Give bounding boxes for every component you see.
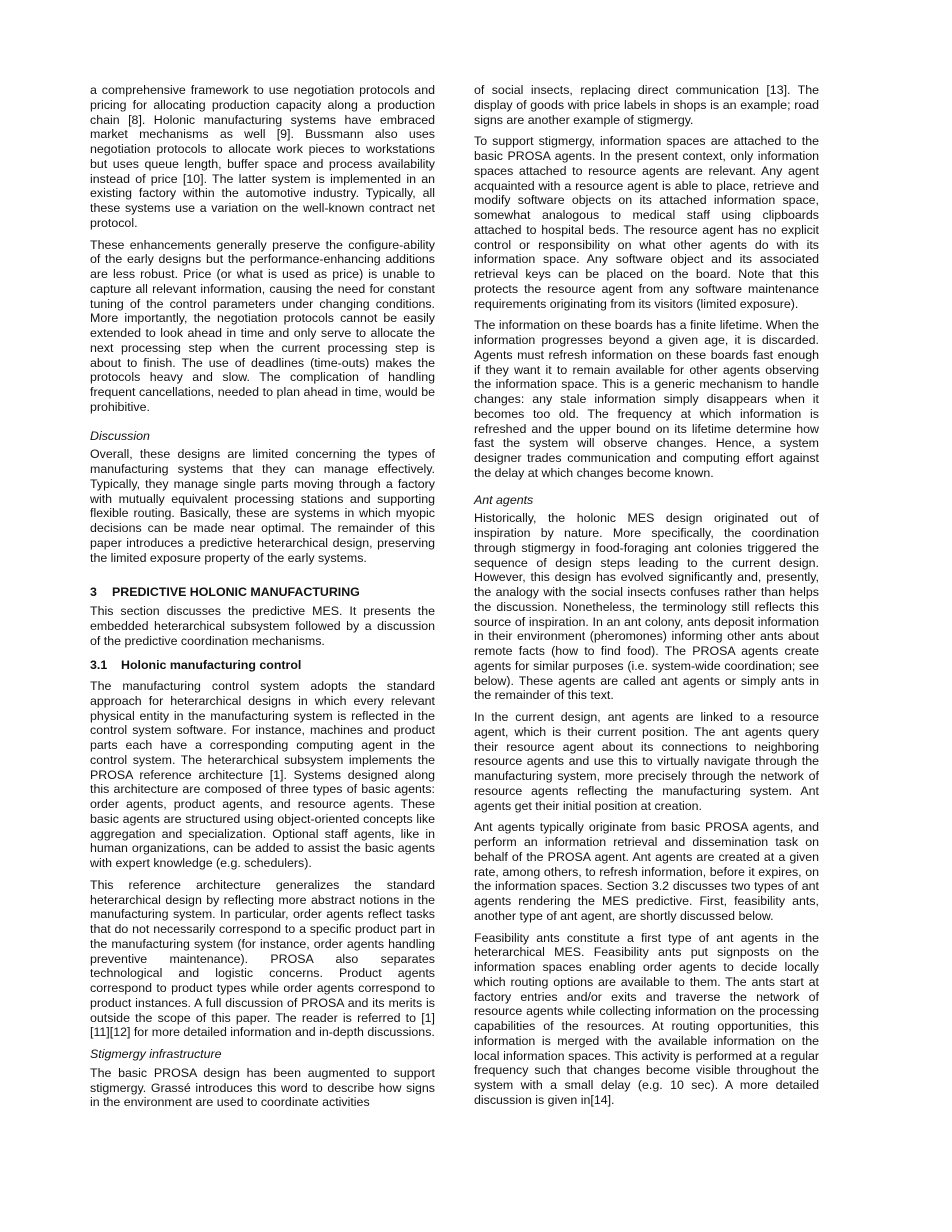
- body-paragraph: This section discusses the predictive MES. It presents the embedded heterarchical subsystem followed by a discussion of the predictive coordination mechanisms.: [90, 604, 435, 648]
- body-paragraph: Feasibility ants constitute a first type of ant agents in the heterarchical MES. Feasibility ants put signposts on the information spaces enabling order agents to decide locally which routing options are available to them. The ants start at factory entries and/or exits and traverse the network of resource agents while collecting information on the processing capabilities of the resources. At routing opportunities, this information is merged with the available information on the local information spaces. This activity is performed at a regular frequency such that changes become visible throughout the system with a small delay (e.g. 10 sec). A more detailed discussion is given in[14].: [474, 930, 819, 1107]
- body-paragraph: This reference architecture generalizes the standard heterarchical design by reflecting more abstract notions in the manufacturing system. In particular, order agents reflect tasks that do not necessarily correspond to a specific product part in the manufacturing system (for instance, order agents handling preventive maintenance). PROSA also separates technological and logistic concerns. Product agents correspond to product types while order agents correspond to product instances. A full discussion of PROSA and its merits is outside the scope of this paper. The reader is referred to [1][11][12] for more detailed information and in-depth discussions.: [90, 877, 435, 1040]
- subsection-number: 3.1: [90, 658, 108, 673]
- body-paragraph: The basic PROSA design has been augmented to support stigmergy. Grassé introduces this word to describe how signs in the environment are used to coordinate activities: [90, 1065, 435, 1110]
- body-paragraph: Historically, the holonic MES design originated out of inspiration by nature. More specifically, the coordination through stigmergy in food-foraging ant colonies triggered the sequence of design steps leading to the current design. However, this design has evolved significantly and, presently, the analogy with the social insects confuses rather than helps the discussion. Nonetheless, the terminology still reflects this source of inspiration. In an ant colony, ants deposit information in their environment (pheromones) informing other ants about remote facts (how to find food). The PROSA agents create agents for similar purposes (i.e. system-wide coordination; see below). These agents are called ant agents or simply ants in the remainder of this text.: [474, 511, 819, 703]
- body-paragraph: In the current design, ant agents are linked to a resource agent, which is their current position. The ant agents query their resource agent about its connections to neighboring resource agents and use this to virtually navigate through the manufacturing system, more precisely through the network of resource agents reflecting the manufacturing system. Ant agents get their initial position at creation.: [474, 710, 819, 813]
- subsection-heading: [90, 658, 435, 673]
- body-paragraph: To support stigmergy, information spaces are attached to the basic PROSA agents. In the present context, only information spaces attached to resource agents are relevant. Any agent acquainted with a resource agent is able to place, retrieve and modify software objects on its attached information space, somewhat analogous to medical staff using clipboards attached to hospital beds. The resource agent has no explicit control or responsibility on what other agents do with its information space. Any software object and its associated retrieval keys can be placed on the board. Note that this protects the resource agent from any software maintenance requirements originating from its visitors (limited exposure).: [474, 134, 819, 311]
- body-paragraph: The manufacturing control system adopts the standard approach for heterarchical designs in which every relevant physical entity in the manufacturing system is reflected in the control system software. For instance, machines and product parts each have a corresponding computing agent in the control system. The heterarchical subsystem implements the PROSA reference architecture [1]. Systems designed along this architecture are composed of three types of basic agents: order agents, product agents, and resource agents. These basic agents are structured using object-oriented concepts like aggregation and specialization. Optional staff agents, like in human organizations, can be added to assist the basic agents with expert knowledge (e.g. schedulers).: [90, 679, 435, 870]
- section-heading: [90, 585, 435, 600]
- section-number: 3: [90, 585, 97, 600]
- body-paragraph: Ant agents typically originate from basic PROSA agents, and perform an information retrieval and dissemination task on behalf of the PROSA agent. Ant agents are created at a given rate, among others, to refresh information, before it expires, on the information spaces. Section 3.2 discusses two types of ant agents rendering the MES predictive. First, feasibility ants, another type of ant agent, are shortly discussed below.: [474, 820, 819, 923]
- subsection-title: Holonic manufacturing control: [121, 658, 302, 673]
- left-column: [90, 83, 435, 1117]
- discussion-heading: Discussion: [90, 428, 150, 443]
- stigmergy-heading: Stigmergy infrastructure: [90, 1047, 222, 1061]
- body-paragraph: a comprehensive framework to use negotiation protocols and pricing for allocating production capacity along a production chain [8]. Holonic manufacturing systems have embraced market mechanisms as well [9]. Bussmann also uses negotiation protocols to allocate work pieces to workstations but uses queue length, buffer space and process availability instead of price [10]. The latter system is implemented in an existing factory within the automotive industry. Typically, all these systems use a variation on the well-known contract net protocol.: [90, 83, 435, 230]
- body-paragraph: These enhancements generally preserve the configure-ability of the early designs but the performance-enhancing additions are less robust. Price (or what is used as price) is unable to capture all relevant information, causing the need for constant tuning of the control parameters under changing conditions. More importantly, the negotiation protocols cannot be easily extended to look ahead in time and only serve to allocate the next processing step when the current processing step is about to finish. The use of deadlines (time-outs) makes the protocols heavy and slow. The complication of handling frequent cancellations, needed to plan ahead in time, would be prohibitive.: [90, 237, 435, 414]
- body-paragraph: Overall, these designs are limited concerning the types of manufacturing systems that they can manage effectively. Typically, they manage single parts moving through a factory with mutually equivalent processing stations and supporting flexible routing. Basically, these are systems in which myopic decisions can be made near optimal. The remainder of this paper introduces a predictive heterarchical design, preserving the limited exposure property of the early systems.: [90, 447, 435, 565]
- body-paragraph: of social insects, replacing direct communication [13]. The display of goods with price labels in shops is an example; road signs are another example of stigmergy.: [474, 83, 819, 127]
- right-column: [474, 83, 819, 1115]
- body-paragraph: The information on these boards has a finite lifetime. When the information progresses beyond a given age, it is discarded. Agents must refresh information on these boards fast enough if they want it to remain available for other agents observing the information space. This is a generic mechanism to handle changes: any stale information simply disappears when it becomes too old. The frequency at which information is refreshed and the upper bound on its lifetime determine how fast the system will observe changes. Hence, a system designer trades communication and computing effort against the delay at which changes become known.: [474, 318, 819, 480]
- ant-agents-heading: Ant agents: [474, 492, 534, 507]
- section-title: PREDICTIVE HOLONIC MANUFACTURING: [112, 585, 360, 600]
